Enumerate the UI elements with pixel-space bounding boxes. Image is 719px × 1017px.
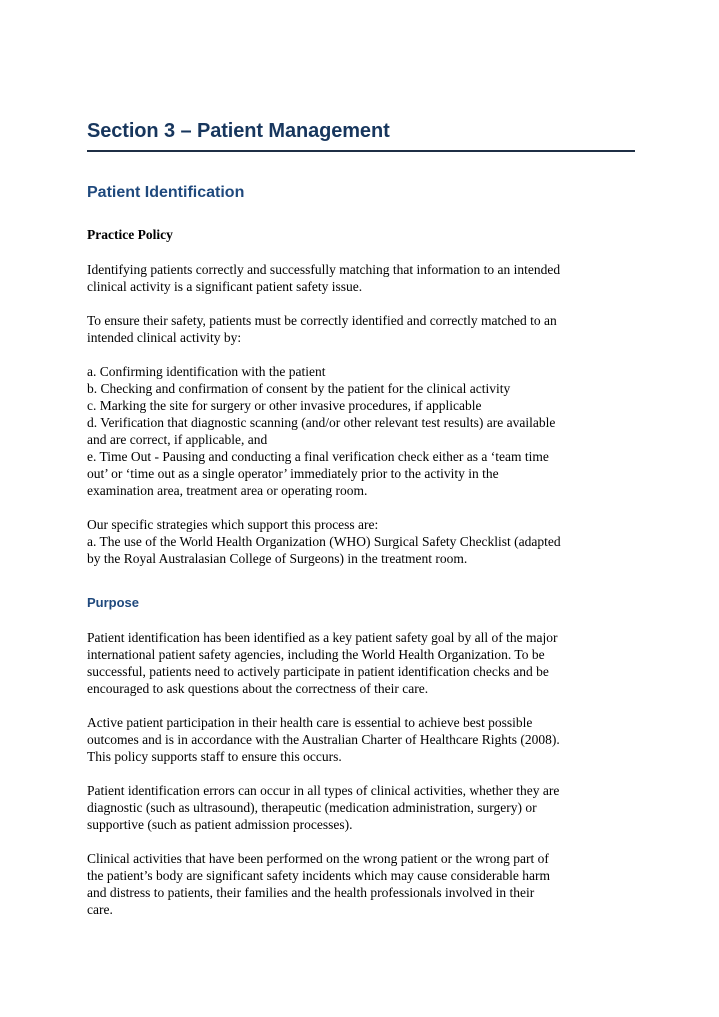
heading-patient-identification: Patient Identification: [87, 184, 245, 201]
text-line: Clinical activities that have been performed on the wrong patient or the wrong part of: [87, 851, 549, 866]
list-item: a. The use of the World Health Organization (WHO) Surgical Safety Checklist (adapted: [87, 534, 561, 549]
text-line: examination area, treatment area or operating room.: [87, 483, 368, 498]
heading-practice-policy: Practice Policy: [87, 227, 173, 242]
paragraph-purpose-goal: [87, 629, 635, 697]
text-line: international patient safety agencies, including the World Health Organization. To be: [87, 647, 545, 662]
text-line: Identifying patients correctly and successfully matching that information to an intended: [87, 262, 561, 277]
text-line: Our specific strategies which support this process are:: [87, 517, 379, 532]
text-line: by the Royal Australasian College of Surgeons) in the treatment room.: [87, 551, 468, 566]
paragraph-purpose-errors: [87, 782, 635, 833]
text-line: out’ or ‘time out as a single operator’ immediately prior to the activity in the: [87, 466, 499, 481]
paragraph-purpose-incidents: [87, 850, 635, 918]
text-line: supportive (such as patient admission processes).: [87, 817, 353, 832]
list-item: c. Marking the site for surgery or other invasive procedures, if applicable: [87, 398, 482, 413]
text-line: and are correct, if applicable, and: [87, 432, 268, 447]
heading-purpose: Purpose: [87, 595, 140, 610]
list-item: b. Checking and confirmation of consent by the patient for the clinical activity: [87, 381, 511, 396]
paragraph-policy-strategies: [87, 516, 635, 567]
paragraph-policy-intro: [87, 261, 635, 295]
text-line: Active patient participation in their health care is essential to achieve best possible: [87, 715, 533, 730]
text-line: To ensure their safety, patients must be correctly identified and correctly matched to an: [87, 313, 557, 328]
text-line: intended clinical activity by:: [87, 330, 242, 345]
text-line: This policy supports staff to ensure this occurs.: [87, 749, 342, 764]
list-item: e. Time Out - Pausing and conducting a final verification check either as a ‘team time: [87, 449, 549, 464]
list-item: d. Verification that diagnostic scanning (and/or other relevant test results) are available: [87, 415, 556, 430]
text-line: diagnostic (such as ultrasound), therapeutic (medication administration, surgery) or: [87, 800, 537, 815]
text-line: encouraged to ask questions about the correctness of their care.: [87, 681, 429, 696]
text-line: outcomes and is in accordance with the Australian Charter of Healthcare Rights (2008).: [87, 732, 560, 747]
text-line: Patient identification has been identified as a key patient safety goal by all of the major: [87, 630, 558, 645]
document-content: [87, 114, 635, 918]
text-line: successful, patients need to actively participate in patient identification checks and be: [87, 664, 549, 679]
section-title: Section 3 – Patient Management: [87, 114, 635, 152]
paragraph-purpose-participation: [87, 714, 635, 765]
text-line: Patient identification errors can occur in all types of clinical activities, whether they are: [87, 783, 560, 798]
text-line: the patient’s body are significant safety incidents which may cause considerable harm: [87, 868, 550, 883]
list-item: a. Confirming identification with the patient: [87, 364, 326, 379]
paragraph-policy-safety: [87, 312, 635, 346]
text-line: clinical activity is a significant patient safety issue.: [87, 279, 363, 294]
paragraph-policy-steps: [87, 363, 635, 499]
text-line: and distress to patients, their families and the health professionals involved in their: [87, 885, 535, 900]
text-line: care.: [87, 902, 113, 917]
